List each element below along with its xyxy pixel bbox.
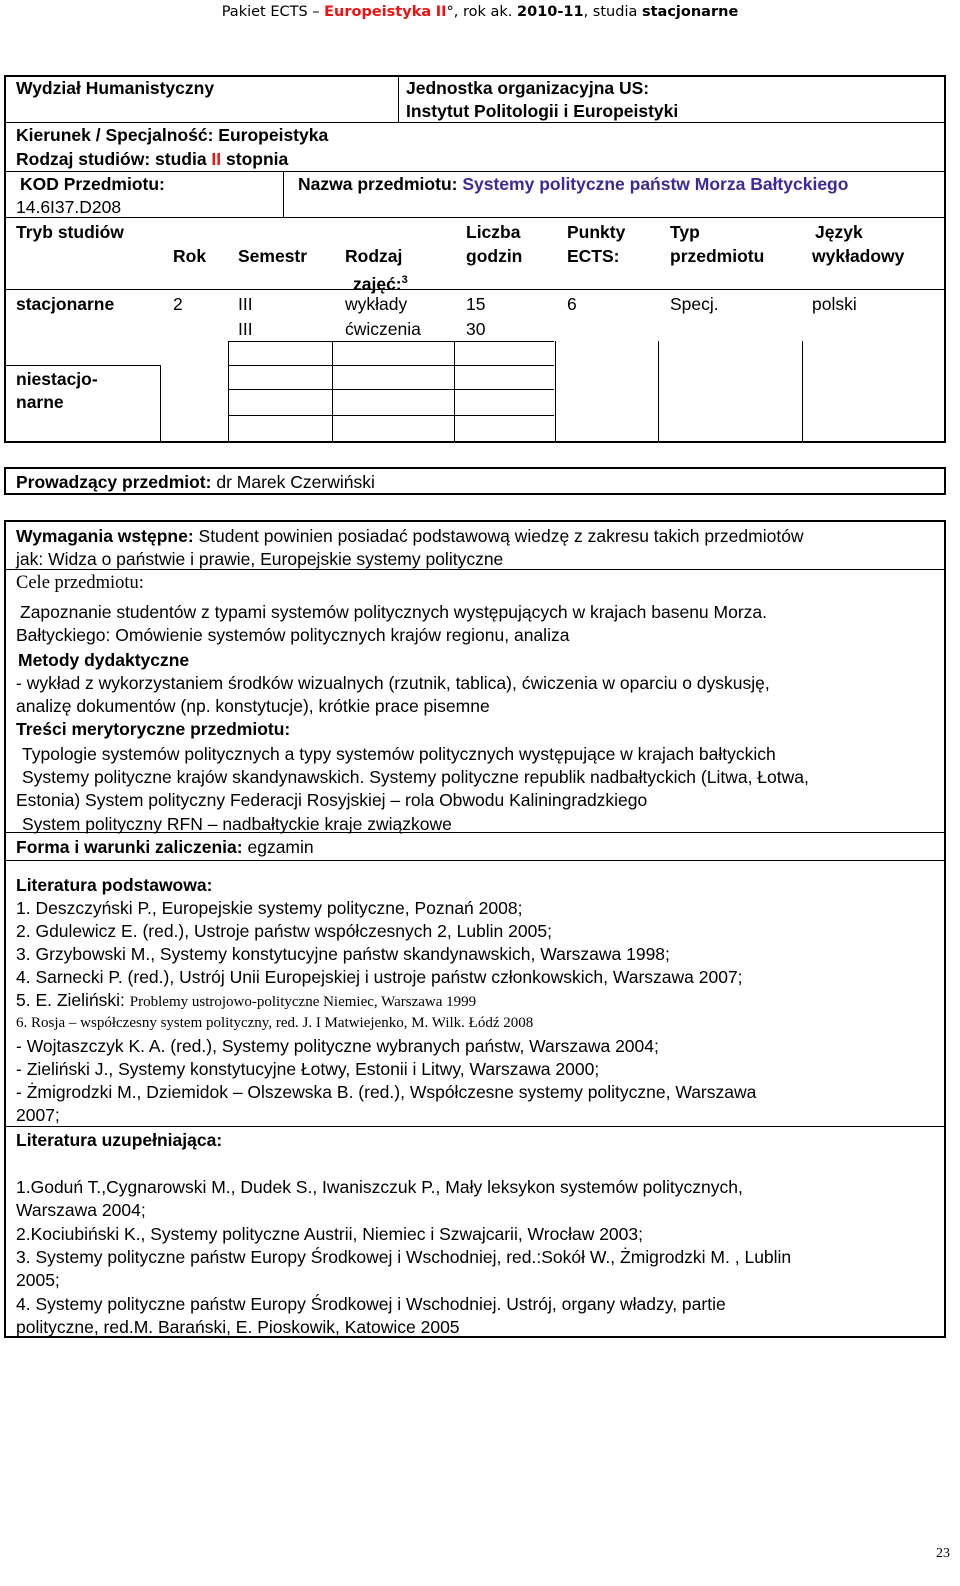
lit-extra-4: 3. Systemy polityczne państw Europy Środkowej i Wschodniej, red.:Sokół W., Żmigrodzki M. , Lublin <box>16 1247 792 1267</box>
page-number: 23 <box>936 1546 950 1561</box>
code-value: 14.6I37.D208 <box>16 197 122 217</box>
col-rodzaj: Rodzaj <box>345 246 403 266</box>
faculty: Wydział Humanistyczny <box>16 78 215 98</box>
lit-extra-7: polityczne, red.M. Barański, E. Pioskowik, Katowice 2005 <box>16 1317 460 1337</box>
stac-godzin-1: 15 <box>466 294 486 314</box>
col-typ-2: przedmiotu <box>670 246 765 266</box>
exam: Forma i warunki zaliczenia: egzamin <box>16 837 314 857</box>
lit-basic-8: - Zieliński J., Systemy konstytucyjne Łotwy, Estonii i Litwy, Warszawa 2000; <box>16 1059 600 1079</box>
methods-1: - wykład z wykorzystaniem środków wizualnych (rzutnik, tablica), ćwiczenia w oparciu o dyskusję, <box>16 673 770 693</box>
stac-jezyk: polski <box>812 294 857 314</box>
lit-extra-6: 4. Systemy polityczne państw Europy Środkowej i Wschodniej. Ustrój, organy władzy, partie <box>16 1294 726 1314</box>
lit-basic-5: 5. E. Zieliński: Problemy ustrojowo-polityczne Niemiec, Warszawa 1999 <box>16 990 477 1010</box>
lit-basic-7: - Wojtaszczyk K. A. (red.), Systemy polityczne wybranych państw, Warszawa 2004; <box>16 1036 659 1056</box>
col-rodzaj-2: zajęć:$^3$ <box>353 273 408 294</box>
stac-rodzaj-2: ćwiczenia <box>345 319 421 339</box>
content-4: System polityczny RFN – nadbałtyckie kraje związkowe <box>22 814 452 834</box>
stac-punkty: 6 <box>567 294 577 314</box>
requirements-2: jak: Widza o państwie i prawie, Europejskie systemy polityczne <box>16 549 504 569</box>
col-rok: Rok <box>173 246 207 266</box>
content-3: Estonia) System polityczny Federacji Rosyjskiej – rola Obwodu Kaliningradzkiego <box>16 790 648 810</box>
lit-basic-10: 2007; <box>16 1105 60 1125</box>
lecturer: Prowadzący przedmiot: dr Marek Czerwiński <box>16 472 375 492</box>
lit-basic-2: 2. Gdulewicz E. (red.), Ustroje państw współczesnych 2, Lublin 2005; <box>16 921 552 941</box>
study-type: Rodzaj studiów: studia II stopnia <box>16 149 289 169</box>
col-semestr: Semestr <box>238 246 308 266</box>
running-header: Pakiet ECTS – Europeistyka II°, rok ak. 2010-11, studia stacjonarne <box>221 4 739 20</box>
col-tryb: Tryb studiów <box>16 222 124 242</box>
code-label: KOD Przedmiotu: <box>20 174 165 194</box>
direction: Kierunek / Specjalność: Europeistyka <box>16 125 329 145</box>
col-typ: Typ <box>670 222 700 242</box>
lit-extra-3: 2.Kociubiński K., Systemy polityczne Austrii, Niemiec i Szwajcarii, Wrocław 2003; <box>16 1224 643 1244</box>
lit-extra-5: 2005; <box>16 1270 60 1290</box>
col-punkty: Punkty <box>567 222 626 242</box>
lit-basic-4: 4. Sarnecki P. (red.), Ustrój Unii Europejskiej i ustroje państw członkowskich, Warszawa 2007; <box>16 967 743 987</box>
row-stacjonarne: stacjonarne <box>16 294 115 314</box>
lit-basic-6: 6. Rosja – współczesny system polityczny, red. J. I Matwiejenko, M. Wilk. Łódź 2008 <box>16 1015 534 1031</box>
col-liczba: Liczba <box>466 222 521 242</box>
lit-basic-9: - Żmigrodzki M., Dziemidok – Olszewska B. (red.), Współczesne systemy polityczne, Warszawa <box>16 1082 757 1102</box>
unit-value: Instytut Politologii i Europeistyki <box>406 101 679 121</box>
row-niestacjonarne: niestacjo- <box>16 369 98 389</box>
stac-godzin-2: 30 <box>466 319 486 339</box>
content-1: Typologie systemów politycznych a typy systemów politycznych występujące w krajach bałtyckich <box>22 744 776 764</box>
row-niestacjonarne-2: narne <box>16 392 64 412</box>
requirements: Wymagania wstępne: Student powinien posiadać podstawową wiedzę z zakresu takich przedmiotów <box>16 526 804 546</box>
unit-label: Jednostka organizacyjna US: <box>406 78 650 98</box>
lit-extra-label: Literatura uzupełniająca: <box>16 1130 223 1150</box>
course-name: Nazwa przedmiotu: Systemy polityczne państw Morza Bałtyckiego <box>298 174 849 194</box>
stac-rodzaj-1: wykłady <box>345 294 408 314</box>
col-jezyk: Język <box>815 222 863 242</box>
goals-1: Zapoznanie studentów z typami systemów politycznych występujących w krajach basenu Morza. <box>20 602 768 622</box>
stac-rok: 2 <box>173 294 183 314</box>
stac-semestr-2: III <box>238 319 253 339</box>
goals-label: Cele przedmiotu: <box>16 573 144 593</box>
lit-extra-1: 1.Goduń T.,Cygnarowski M., Dudek S., Iwaniszczuk P., Mały leksykon systemów politycznych, <box>16 1177 743 1197</box>
lit-basic-label: Literatura podstawowa: <box>16 875 213 895</box>
lit-basic-3: 3. Grzybowski M., Systemy konstytucyjne państw skandynawskich, Warszawa 1998; <box>16 944 670 964</box>
content-2: Systemy polityczne krajów skandynawskich. Systemy polityczne republik nadbałtyckich (Litwa, Łotwa, <box>22 767 809 787</box>
col-liczba-2: godzin <box>466 246 523 266</box>
stac-typ: Specj. <box>670 294 719 314</box>
stac-semestr-1: III <box>238 294 253 314</box>
col-jezyk-2: wykładowy <box>812 246 905 266</box>
col-punkty-2: ECTS: <box>567 246 620 266</box>
lit-extra-2: Warszawa 2004; <box>16 1200 146 1220</box>
lit-basic-1: 1. Deszczyński P., Europejskie systemy polityczne, Poznań 2008; <box>16 898 523 918</box>
methods-label: Metody dydaktyczne <box>18 650 190 670</box>
goals-2: Bałtyckiego: Omówienie systemów politycznych krajów regionu, analiza <box>16 625 570 645</box>
content-label: Treści merytoryczne przedmiotu: <box>16 719 291 739</box>
methods-2: analizę dokumentów (np. konstytucje), krótkie prace pisemne <box>16 696 490 716</box>
